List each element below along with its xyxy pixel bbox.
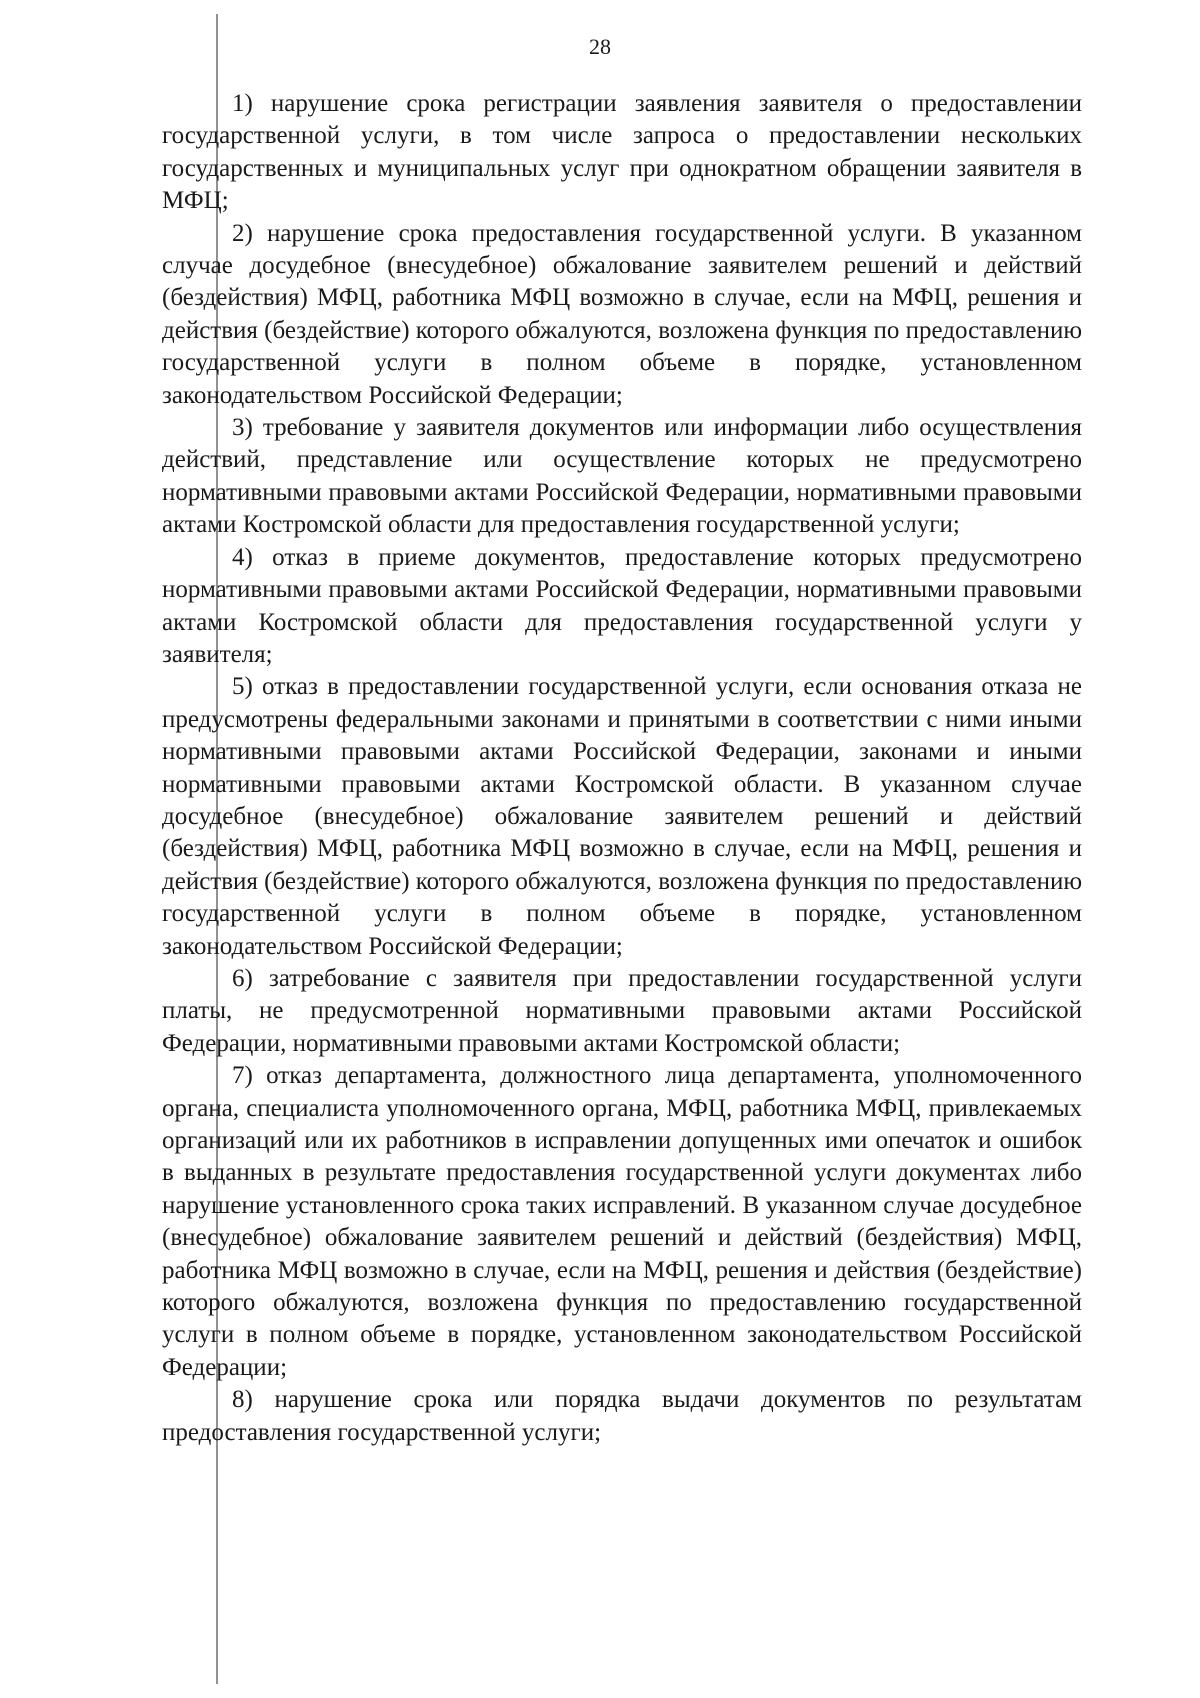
list-item-5: 5) отказ в предоставлении государственной услуги, если основания отказа не предусмотрены федеральными законами и принятыми в соответствии с ними иными нормативными правовыми актами Российской Федерации, законами и иными нормативными правовыми актами Костромской области. В указанном случае досудебное (внесудебное) обжалование заявителем решений и действий (бездействия) МФЦ, работника МФЦ возможно в случае, если на МФЦ, решения и действия (бездействие) которого обжалуются, возложена функция по предоставлению государственной услуги в полном объеме в порядке, установленном законодательством Российской Федерации; — [162, 673, 1082, 960]
list-item-3: 3) требование у заявителя документов или информации либо осуществления действий, представление или осуществление которых не предусмотрено нормативными правовыми актами Российской Федерации, нормативными правовыми актами Костромской области для предоставления государственной услуги; — [162, 414, 1082, 539]
document-body — [162, 88, 1082, 1449]
list-item-8: 8) нарушение срока или порядка выдачи документов по результатам предоставления государственной услуги; — [162, 1386, 1082, 1446]
list-item-6: 6) затребование с заявителя при предоставлении государственной услуги платы, не предусмотренной нормативными правовыми актами Российской Федерации, нормативными правовыми актами Костромской области; — [162, 964, 1082, 1057]
list-item-2: 2) нарушение срока предоставления государственной услуги. В указанном случае досудебное (внесудебное) обжалование заявителем решений и действий (бездействия) МФЦ, работника МФЦ возможно в случае, если на МФЦ, решения и действия (бездействие) которого обжалуются, возложена функция по предоставлению государственной услуги в полном объеме в порядке, установленном законодательством Российской Федерации; — [162, 219, 1082, 409]
list-item-7: 7) отказ департамента, должностного лица департамента, уполномоченного органа, специалиста уполномоченного органа, МФЦ, работника МФЦ, привлекаемых организаций или их работников в исправлении допущенных ими опечаток и ошибок в выданных в результате предоставления государственной услуги документах либо нарушение установленного срока таких исправлений. В указанном случае досудебное (внесудебное) обжалование заявителем решений и действий (бездействия) МФЦ, работника МФЦ возможно в случае, если на МФЦ, решения и действия (бездействие) которого обжалуются, возложена функция по предоставлению государственной услуги в полном объеме в порядке, установленном законодательством Российской Федерации; — [162, 1062, 1082, 1381]
list-item-1: 1) нарушение срока регистрации заявления заявителя о предоставлении государственной услуги, в том числе запроса о предоставлении нескольких государственных и муниципальных услуг при однократном обращении заявителя в МФЦ; — [162, 90, 1082, 215]
list-item-4: 4) отказ в приеме документов, предоставление которых предусмотрено нормативными правовыми актами Российской Федерации, нормативными правовыми актами Костромской области для предоставления государственной услуги у заявителя; — [162, 543, 1082, 668]
page-number: 28 — [589, 34, 611, 59]
